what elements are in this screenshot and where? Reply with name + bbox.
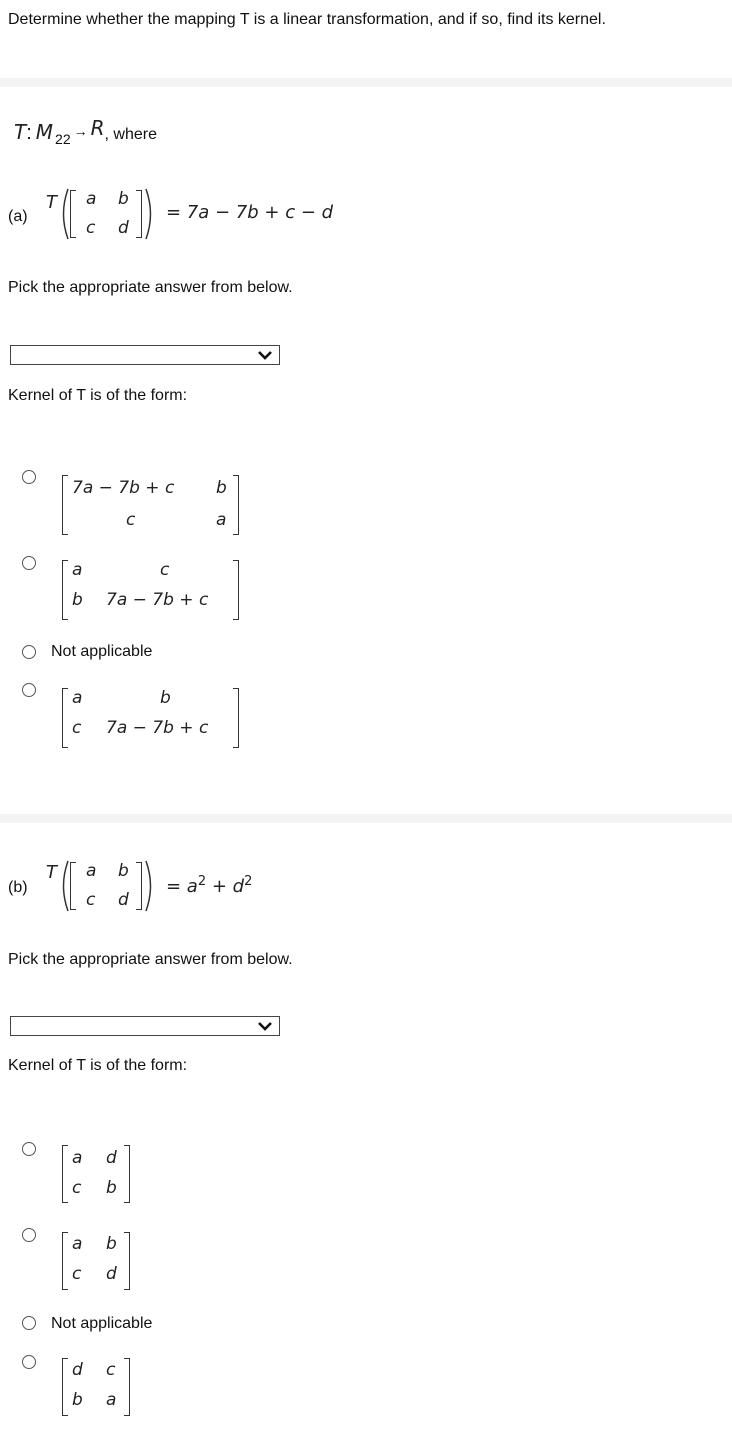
- part-b-option-1-left-bracket: [62, 1145, 68, 1203]
- part-b-option-4-radio[interactable]: [22, 1355, 36, 1369]
- part-b-option-1-cell-22: b: [106, 1178, 117, 1198]
- section-divider: [0, 814, 732, 823]
- part-a-option-4-cell-22: 7a − 7b + c: [106, 718, 209, 738]
- part-b-label: (b): [8, 879, 28, 896]
- part-b-rhs-exp2: 2: [244, 874, 253, 889]
- mapping-definition: [14, 116, 157, 147]
- part-b-option-3-label: Not applicable: [51, 1315, 153, 1332]
- part-b-option-4-right-bracket: [124, 1358, 130, 1416]
- part-b-option-1-cell-21: c: [72, 1178, 82, 1198]
- part-b-option-2-cell-22: d: [106, 1264, 117, 1284]
- part-b-right-paren: [144, 860, 156, 912]
- part-b-option-1-cell-11: a: [72, 1148, 83, 1168]
- part-b-option-4-cell-12: c: [106, 1360, 116, 1380]
- part-b-matrix-right-bracket: [136, 862, 142, 910]
- part-a-kernel-label: Kernel of T is of the form:: [8, 387, 188, 404]
- part-b-rhs-eq: = a: [166, 876, 198, 897]
- instruction-text: Determine whether the mapping T is a linear transformation, and if so, find its kernel.: [8, 11, 606, 28]
- part-a-option-4-radio[interactable]: [22, 683, 36, 697]
- part-b-rhs-exp1: 2: [197, 874, 207, 889]
- chevron-down-icon: [257, 1019, 273, 1033]
- part-a-option-4-left-bracket: [62, 688, 68, 748]
- part-a-label: (a): [8, 208, 28, 225]
- part-b-option-2-radio[interactable]: [22, 1228, 36, 1242]
- part-a-option-2-right-bracket: [233, 560, 239, 620]
- part-b-option-3-radio[interactable]: [22, 1316, 36, 1330]
- mapping-codomain: R: [90, 116, 105, 140]
- part-a-option-1-left-bracket: [62, 475, 68, 535]
- part-a-prompt: Pick the appropriate answer from below.: [8, 279, 293, 296]
- part-a-answer-dropdown[interactable]: [10, 345, 280, 365]
- part-a-left-paren: [58, 188, 70, 240]
- part-a-option-1-right-bracket: [233, 475, 239, 535]
- mapping-domain-subscript: 22: [55, 131, 71, 147]
- mapping-domain: M: [35, 120, 54, 144]
- part-b-option-1-cell-12: d: [106, 1148, 117, 1168]
- section-divider: [0, 78, 732, 87]
- part-b-option-4-cell-11: d: [72, 1360, 83, 1380]
- part-a-option-2-left-bracket: [62, 560, 68, 620]
- part-a-option-1-radio[interactable]: [22, 470, 36, 484]
- part-a-option-1-cell-22: a: [216, 510, 227, 530]
- part-a-option-3-radio[interactable]: [22, 645, 36, 659]
- part-a-matrix-b: b: [118, 189, 129, 209]
- part-b-rhs: [166, 874, 252, 897]
- part-a-option-4-right-bracket: [233, 688, 239, 748]
- part-a-T: T: [46, 192, 57, 213]
- part-a-option-1-cell-21: c: [126, 510, 136, 530]
- part-b-option-2-cell-21: c: [72, 1264, 82, 1284]
- part-b-option-4-cell-22: a: [106, 1390, 117, 1410]
- part-a-option-2-radio[interactable]: [22, 556, 36, 570]
- part-b-answer-dropdown[interactable]: [10, 1016, 280, 1036]
- part-a-matrix-left-bracket: [70, 190, 76, 238]
- part-a-option-3-label: Not applicable: [51, 643, 153, 660]
- part-a-option-4-cell-21: c: [72, 718, 82, 738]
- part-b-option-1-radio[interactable]: [22, 1142, 36, 1156]
- part-b-prompt: Pick the appropriate answer from below.: [8, 951, 293, 968]
- part-a-option-4-cell-12: b: [160, 688, 171, 708]
- part-a-right-paren: [144, 188, 156, 240]
- part-b-matrix-b: b: [118, 861, 129, 881]
- part-b-matrix-a: a: [86, 861, 97, 881]
- part-b-option-2-cell-12: b: [106, 1234, 117, 1254]
- part-b-T: T: [46, 862, 57, 883]
- mapping-where: , where: [104, 126, 157, 143]
- part-a-option-4-cell-11: a: [72, 688, 83, 708]
- part-a-matrix-c: c: [86, 218, 96, 238]
- part-a-option-2-cell-11: a: [72, 560, 83, 580]
- part-a-option-1-cell-11: 7a − 7b + c: [72, 478, 175, 498]
- part-a-matrix-right-bracket: [136, 190, 142, 238]
- part-b-matrix-d: d: [118, 890, 129, 910]
- part-a-option-2-cell-21: b: [72, 590, 83, 610]
- part-b-option-2-right-bracket: [124, 1232, 130, 1290]
- part-a-matrix-d: d: [118, 218, 129, 238]
- part-a-option-1-cell-12: b: [216, 478, 227, 498]
- mapping-T: T: [14, 120, 27, 144]
- part-b-kernel-label: Kernel of T is of the form:: [8, 1057, 188, 1074]
- part-b-option-1-right-bracket: [124, 1145, 130, 1203]
- part-b-option-4-cell-21: b: [72, 1390, 83, 1410]
- chevron-down-icon: [257, 348, 273, 362]
- part-b-option-2-cell-11: a: [72, 1234, 83, 1254]
- part-b-rhs-plus: + d: [211, 876, 245, 897]
- part-b-option-4-left-bracket: [62, 1358, 68, 1416]
- part-b-left-paren: [58, 860, 70, 912]
- mapping-arrow: →: [73, 123, 88, 139]
- part-a-option-2-cell-22: 7a − 7b + c: [106, 590, 209, 610]
- mapping-colon: :: [26, 122, 32, 144]
- part-b-option-2-left-bracket: [62, 1232, 68, 1290]
- part-a-rhs: = 7a − 7b + c − d: [166, 202, 334, 223]
- part-b-matrix-left-bracket: [70, 862, 76, 910]
- part-a-matrix-a: a: [86, 189, 97, 209]
- part-a-option-2-cell-12: c: [160, 560, 170, 580]
- part-b-matrix-c: c: [86, 890, 96, 910]
